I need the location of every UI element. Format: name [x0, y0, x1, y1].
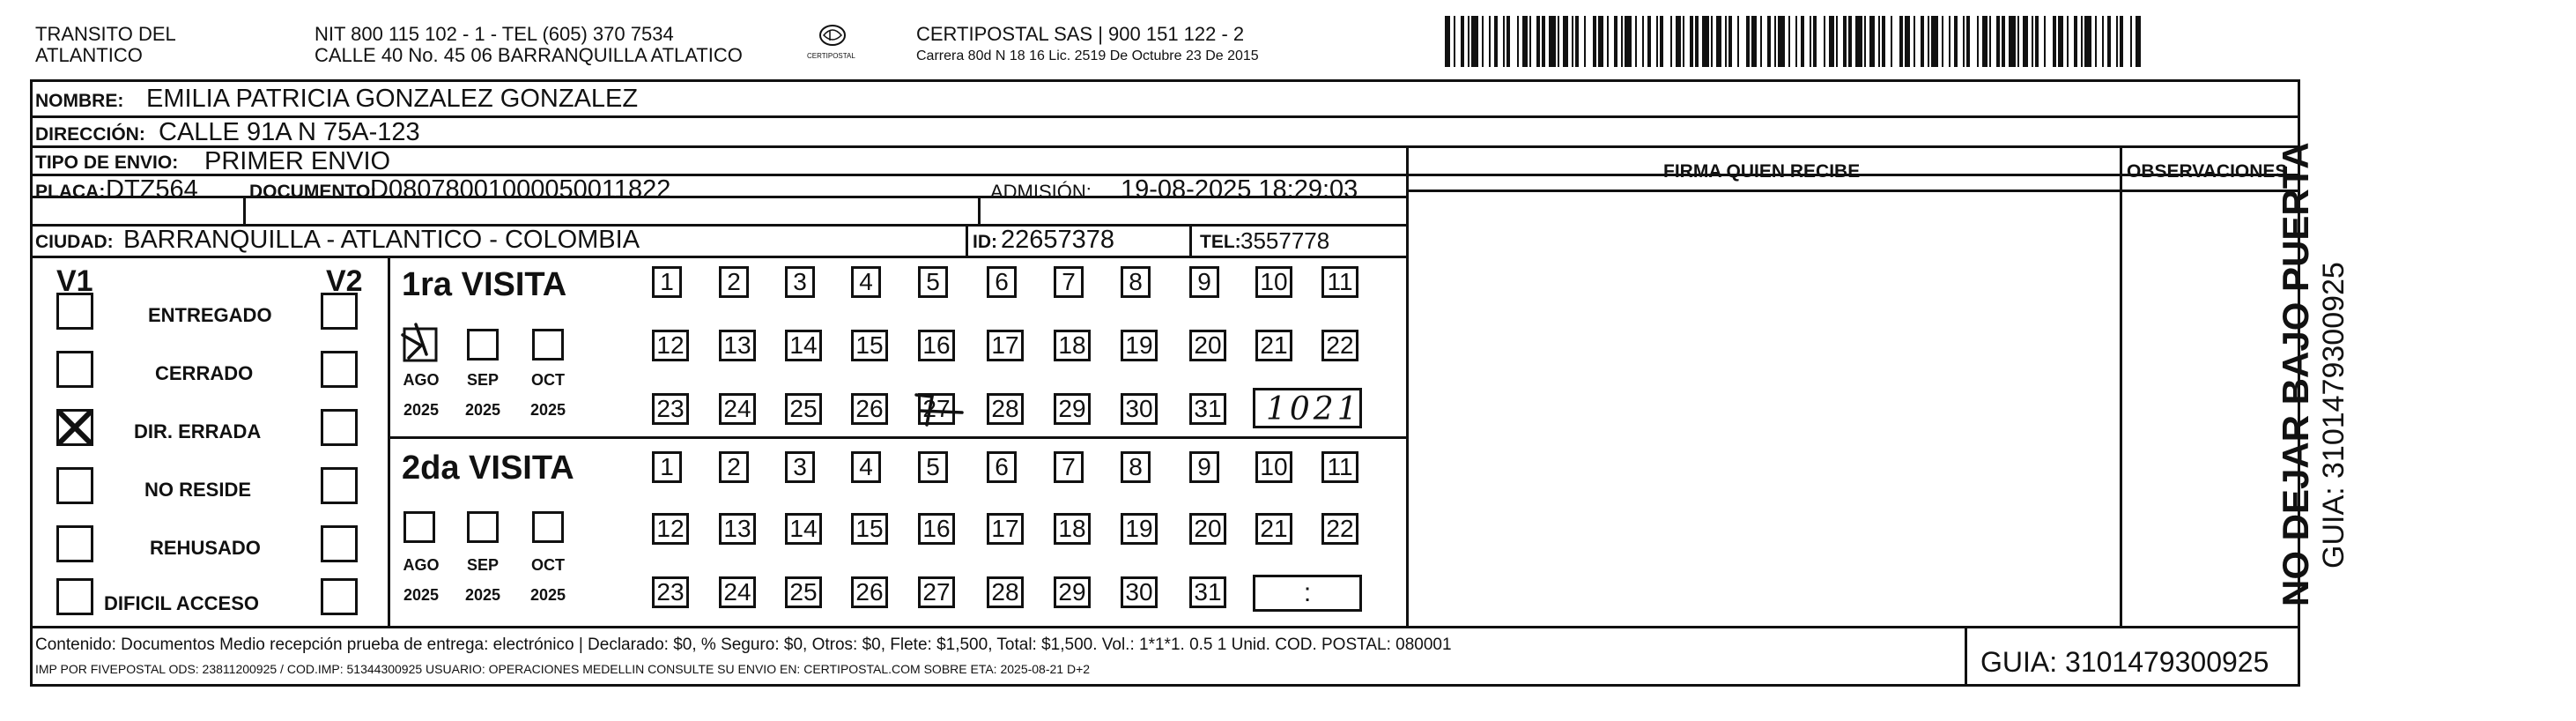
- v2-checkbox-rehusado[interactable]: [321, 525, 358, 562]
- second-visit-day[interactable]: 29: [1054, 576, 1091, 608]
- ciudad-value: BARRANQUILLA - ATLANTICO - COLOMBIA: [123, 226, 640, 254]
- second-visit-day[interactable]: 25: [785, 576, 822, 608]
- imp-line: IMP POR FIVEPOSTAL ODS: 23811200925 / COD.IMP: 51344300925 USUARIO: OPERACIONES MEDELLIN CONSULTE SU ENVIO EN: CERTIPOSTAL.COM SOBRE ETA: 2025-08-21 D+2: [35, 662, 1091, 676]
- second-visit-day[interactable]: 30: [1121, 576, 1158, 608]
- second-visit-day[interactable]: 27: [918, 576, 955, 608]
- v1-checkbox-rehusado[interactable]: [56, 525, 93, 562]
- first-visit-day[interactable]: 17: [987, 330, 1024, 361]
- first-visit-month-label-oct: OCT: [531, 371, 565, 389]
- second-visit-day[interactable]: 23: [652, 576, 689, 608]
- second-visit-day[interactable]: 28: [987, 576, 1024, 608]
- placa-label: PLACA:: [35, 182, 106, 202]
- second-visit-day[interactable]: 6: [987, 451, 1017, 483]
- second-visit-day[interactable]: 16: [918, 513, 955, 545]
- first-visit-day[interactable]: 31: [1189, 393, 1226, 425]
- second-visit-day[interactable]: 13: [719, 513, 756, 545]
- first-visit-day[interactable]: 26: [851, 393, 888, 425]
- second-visit-day[interactable]: 1: [652, 451, 682, 483]
- contenido-line: Contenido: Documentos Medio recepción prueba de entrega: electrónico | Declarado: $0, % Seguro: $0, Otros: $0, Flete: $1,500, Total: $1,500. Vol.: 1*1*1. 0.5 1 Unid. COD. POSTAL: 080001: [35, 636, 1452, 654]
- first-visit-month-ago-checked[interactable]: [400, 323, 440, 363]
- first-visit-day[interactable]: 30: [1121, 393, 1158, 425]
- first-visit-day[interactable]: 14: [785, 330, 822, 361]
- first-visit-day[interactable]: 24: [719, 393, 756, 425]
- v1-checkbox-dificil-acceso[interactable]: [56, 578, 93, 615]
- day-27-check-mark: [913, 386, 966, 432]
- second-visit-day[interactable]: 17: [987, 513, 1024, 545]
- id-value: 22657378: [1001, 226, 1115, 254]
- documento-value: D08078001000050011822: [370, 175, 671, 204]
- second-visit-day[interactable]: 8: [1121, 451, 1151, 483]
- observations-area[interactable]: [2123, 194, 2296, 624]
- first-visit-day[interactable]: 8: [1121, 266, 1151, 298]
- option-no-reside: NO RESIDE: [144, 479, 252, 501]
- second-visit-day[interactable]: 3: [785, 451, 815, 483]
- second-visit-month-oct[interactable]: [532, 511, 564, 543]
- first-visit-day[interactable]: 20: [1189, 330, 1226, 361]
- first-visit-year-oct: 2025: [529, 401, 566, 419]
- documento-label: DOCUMENTO:: [249, 182, 377, 202]
- first-visit-day-27-marked[interactable]: 27: [918, 393, 955, 425]
- first-visit-day[interactable]: 29: [1054, 393, 1091, 425]
- second-visit-day[interactable]: 2: [719, 451, 749, 483]
- first-visit-month-label-ago: AGO: [403, 371, 440, 389]
- second-visit-day[interactable]: 21: [1255, 513, 1292, 545]
- first-visit-day[interactable]: 22: [1321, 330, 1358, 361]
- second-visit-day[interactable]: 20: [1189, 513, 1226, 545]
- second-visit-day[interactable]: 4: [851, 451, 881, 483]
- first-visit-day[interactable]: 18: [1054, 330, 1091, 361]
- first-visit-day[interactable]: 11: [1321, 266, 1358, 298]
- nit-line: NIT 800 115 102 - 1 - TEL (605) 370 7534: [315, 23, 674, 45]
- first-visit-day[interactable]: 12: [652, 330, 689, 361]
- firma-header: FIRMA QUIEN RECIBE: [1663, 161, 1861, 182]
- courier-line1: CERTIPOSTAL SAS | 900 151 122 - 2: [916, 23, 1245, 45]
- no-dejar-bajo-puerta-warning: NO DEJAR BAJO PUERTA: [2275, 142, 2316, 606]
- first-visit-day[interactable]: 13: [719, 330, 756, 361]
- first-visit-day[interactable]: 25: [785, 393, 822, 425]
- v1-checkbox-cerrado[interactable]: [56, 351, 93, 388]
- first-visit-day[interactable]: 9: [1189, 266, 1219, 298]
- address-line: CALLE 40 No. 45 06 BARRANQUILLA ATLATICO: [315, 44, 743, 66]
- second-visit-month-label-sep: SEP: [466, 556, 500, 574]
- v1-checkbox-entregado[interactable]: [56, 293, 93, 330]
- certipostal-logo: [807, 21, 855, 63]
- second-visit-month-label-oct: OCT: [531, 556, 565, 574]
- first-visit-day[interactable]: 2: [719, 266, 749, 298]
- v2-checkbox-entregado[interactable]: [321, 293, 358, 330]
- first-visit-day[interactable]: 7: [1054, 266, 1084, 298]
- v1-label: V1: [56, 264, 93, 298]
- nombre-value: EMILIA PATRICIA GONZALEZ GONZALEZ: [146, 85, 639, 113]
- second-visit-month-ago[interactable]: [403, 511, 435, 543]
- first-visit-time-box[interactable]: [1253, 388, 1362, 428]
- v2-checkbox-dir-errada[interactable]: [321, 409, 358, 446]
- v1-checkbox-no-reside[interactable]: [56, 467, 93, 504]
- first-visit-day[interactable]: 10: [1255, 266, 1292, 298]
- company-name-line1: TRANSITO DEL: [35, 23, 176, 45]
- first-visit-title: 1ra VISITA: [402, 266, 567, 303]
- first-visit-day[interactable]: 19: [1121, 330, 1158, 361]
- second-visit-day[interactable]: 22: [1321, 513, 1358, 545]
- second-visit-day[interactable]: 7: [1054, 451, 1084, 483]
- observaciones-header: OBSERVACIONES: [2127, 161, 2288, 182]
- courier-line2: Carrera 80d N 18 16 Lic. 2519 De Octubre 23 De 2015: [916, 48, 1259, 63]
- barcode: [1445, 16, 2141, 67]
- first-visit-year-sep: 2025: [464, 401, 501, 419]
- company-name-line2: ATLANTICO: [35, 44, 143, 66]
- second-visit-day[interactable]: 31: [1189, 576, 1226, 608]
- second-visit-month-sep[interactable]: [467, 511, 499, 543]
- option-rehusado: REHUSADO: [150, 537, 261, 559]
- first-visit-time-handwritten: 1021: [1266, 391, 1361, 427]
- first-visit-day[interactable]: 4: [851, 266, 881, 298]
- direccion-label: DIRECCIÓN:: [35, 124, 145, 145]
- first-visit-day[interactable]: 3: [785, 266, 815, 298]
- v2-checkbox-dificil-acceso[interactable]: [321, 578, 358, 615]
- v2-checkbox-cerrado[interactable]: [321, 351, 358, 388]
- first-visit-day[interactable]: 1: [652, 266, 682, 298]
- tel-label: TEL:: [1200, 232, 1241, 252]
- first-visit-year-ago: 2025: [403, 401, 440, 419]
- tipo-envio-label: TIPO DE ENVIO:: [35, 152, 179, 173]
- second-visit-year-oct: 2025: [529, 586, 566, 604]
- first-visit-day[interactable]: 28: [987, 393, 1024, 425]
- first-visit-month-oct[interactable]: [532, 329, 564, 360]
- second-visit-day[interactable]: 14: [785, 513, 822, 545]
- second-visit-day[interactable]: 15: [851, 513, 888, 545]
- second-visit-day[interactable]: 26: [851, 576, 888, 608]
- second-visit-year-ago: 2025: [403, 586, 440, 604]
- second-visit-day[interactable]: 12: [652, 513, 689, 545]
- v2-checkbox-no-reside[interactable]: [321, 467, 358, 504]
- side-guia-number: GUIA: 3101479300925: [2317, 262, 2350, 569]
- first-visit-day[interactable]: 16: [918, 330, 955, 361]
- second-visit-day[interactable]: 11: [1321, 451, 1358, 483]
- second-visit-month-label-ago: AGO: [403, 556, 440, 574]
- second-visit-title: 2da VISITA: [402, 450, 574, 487]
- signature-area[interactable]: [1410, 194, 2118, 624]
- second-visit-day[interactable]: 9: [1189, 451, 1219, 483]
- admision-label: ADMISIÓN:: [990, 181, 1092, 203]
- v2-label: V2: [326, 264, 363, 298]
- admision-value: 19-08-2025 18:29:03: [1121, 175, 1358, 204]
- first-visit-month-label-sep: SEP: [466, 371, 500, 389]
- second-visit-day[interactable]: 5: [918, 451, 948, 483]
- first-visit-day[interactable]: 15: [851, 330, 888, 361]
- second-visit-day[interactable]: 24: [719, 576, 756, 608]
- id-label: ID:: [973, 232, 997, 252]
- logo-caption: CERTIPOSTAL: [807, 52, 855, 60]
- ciudad-label: CIUDAD:: [35, 232, 114, 252]
- option-dir-errada: DIR. ERRADA: [134, 420, 262, 442]
- tipo-envio-value: PRIMER ENVIO: [204, 147, 391, 175]
- first-visit-day[interactable]: 5: [918, 266, 948, 298]
- option-dificil-acceso: DIFICIL ACCESO: [104, 592, 260, 614]
- first-visit-day[interactable]: 23: [652, 393, 689, 425]
- nombre-label: NOMBRE:: [35, 91, 124, 111]
- second-visit-day[interactable]: 19: [1121, 513, 1158, 545]
- direccion-value: CALLE 91A N 75A-123: [159, 118, 420, 146]
- second-visit-year-sep: 2025: [464, 586, 501, 604]
- footer-guia-number: GUIA: 3101479300925: [1980, 646, 2269, 678]
- first-visit-day[interactable]: 6: [987, 266, 1017, 298]
- first-visit-month-sep[interactable]: [467, 329, 499, 360]
- second-visit-day[interactable]: 10: [1255, 451, 1292, 483]
- placa-value: DTZ564: [106, 175, 198, 204]
- option-entregado: ENTREGADO: [148, 304, 272, 326]
- v1-checkbox-dir-errada-checked[interactable]: [56, 409, 93, 446]
- second-visit-time-box[interactable]: :: [1253, 575, 1362, 612]
- option-cerrado: CERRADO: [155, 362, 254, 384]
- tel-value: 3557778: [1240, 227, 1330, 254]
- first-visit-day[interactable]: 21: [1255, 330, 1292, 361]
- second-visit-day[interactable]: 18: [1054, 513, 1091, 545]
